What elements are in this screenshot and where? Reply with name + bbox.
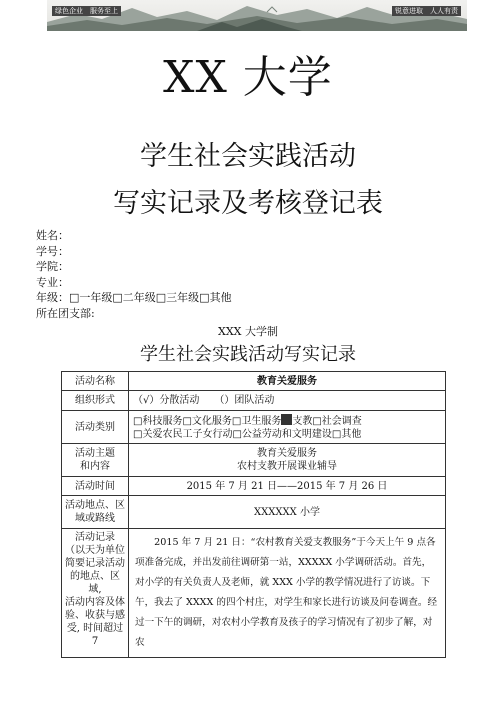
place-label xyxy=(62,496,129,529)
student-info-block xyxy=(36,228,232,322)
record-label-line: 验、收获与感 xyxy=(65,610,125,621)
category-line-1: □科技服务□文化服务□卫生服务 xyxy=(133,415,282,427)
theme-line-1: 教育关爱服务 xyxy=(257,448,317,459)
student-id-field-label: 学号： xyxy=(36,244,69,258)
banner-tag-left: 绿色企业 服务至上 xyxy=(52,6,121,16)
theme-line-2: 农村支教开展课业辅导 xyxy=(237,461,337,472)
record-label-line: 简要记录活动 xyxy=(65,558,125,569)
category-line-1b: 支教□社会调查 xyxy=(292,415,362,427)
time-label: 活动时间 xyxy=(62,477,129,496)
team-branch-field-label: 所在团支部: xyxy=(36,306,95,320)
org-form-value: （√）分散活动 （）团队活动 xyxy=(129,391,446,411)
record-label xyxy=(62,529,129,658)
university-title: XX 大学 xyxy=(163,52,333,103)
theme-label-line-2: 和内容 xyxy=(80,461,110,472)
record-section-title: 学生社会实践活动写实记录 xyxy=(140,344,356,365)
name-field-label: 姓名： xyxy=(36,229,69,242)
record-label-line: 活动记录 xyxy=(75,532,115,543)
activity-record-table xyxy=(61,371,446,658)
theme-label-line-1: 活动主题 xyxy=(75,448,115,459)
place-label-line-1: 活动地点、区 xyxy=(65,500,125,511)
record-label-line: 的地点、区域, xyxy=(70,571,120,595)
theme-label xyxy=(62,444,129,477)
form-subtitle-2: 写实记录及考核登记表 xyxy=(113,188,383,219)
maker-label: XXX 大学制 xyxy=(218,325,278,338)
banner-tag-right: 锐意进取 人人有责 xyxy=(392,6,461,16)
activity-name-value: 教育关爱服务 xyxy=(129,372,446,391)
checkbox-filled-icon xyxy=(281,414,292,425)
place-value: XXXXXX 小学 xyxy=(129,496,446,529)
theme-value xyxy=(129,444,446,477)
category-label: 活动类别 xyxy=(62,411,129,444)
record-label-line: 活动内容及体 xyxy=(65,597,125,608)
college-field-label: 学院： xyxy=(36,260,69,274)
category-line-2: □关爱农民工子女行动□公益劳动和文明建设□其他 xyxy=(133,428,362,440)
header-banner xyxy=(47,0,467,31)
major-field-label: 专业： xyxy=(36,275,69,289)
grade-options: 年级：□一年级□二年级□三年级□其他 xyxy=(36,291,232,305)
record-label-line: 受, 时间超过 7 xyxy=(66,623,124,647)
category-value xyxy=(129,411,446,444)
record-text: 2015 年 7 月 21 日：“农村教育关爱支教服务”于今天上午 9 点各项准备完成，并出发前往调研第一站，XXXXX 小学调研活动。首先，对小学的有关负责人及老师，就 XXX 小学的教学情况进行了访谈。下午，我去了 XXXX 的四个村庄，对学生和家长进行访谈及问卷调查。经过一下午的调研，对农村小学教育及孩子的学习情况有了初步了解，对农 xyxy=(129,529,446,658)
record-label-line: （以天为单位 xyxy=(65,545,125,556)
form-subtitle-1: 学生社会实践活动 xyxy=(140,141,356,172)
activity-name-label: 活动名称 xyxy=(62,372,129,391)
org-form-label: 组织形式 xyxy=(62,391,129,411)
place-label-line-2: 域或路线 xyxy=(75,513,115,524)
time-value: 2015 年 7 月 21 日——2015 年 7 月 26 日 xyxy=(129,477,446,496)
